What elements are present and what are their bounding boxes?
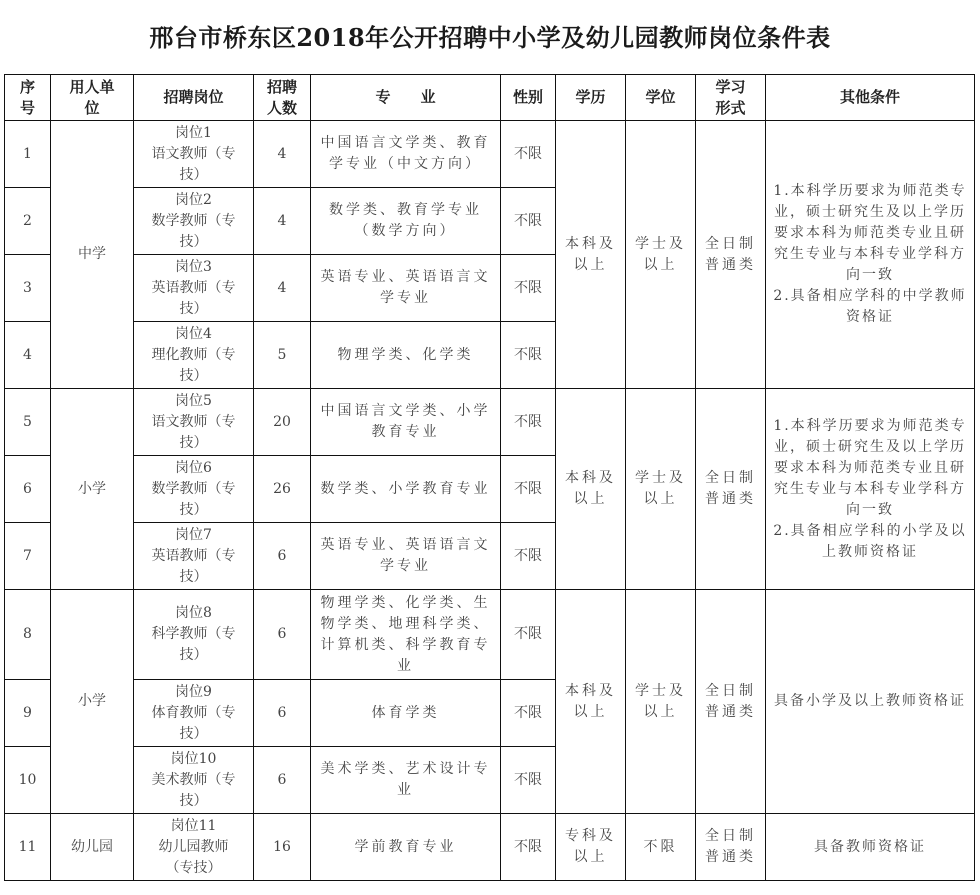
gender-cell: 不限 bbox=[501, 456, 556, 523]
count-cell: 4 bbox=[254, 255, 311, 322]
other-conditions-cell: 具备小学及以上教师资格证 bbox=[766, 590, 975, 814]
other-conditions-cell: 具备教师资格证 bbox=[766, 814, 975, 881]
degree-cell: 学士及 以上 bbox=[626, 389, 696, 590]
other-conditions-cell: 1.本科学历要求为师范类专 业，硕士研究生及以上学历 要求本科为师范类专业且研 究生专业与本科专业学科方 向一致 2.具备相应学科的中学教师 资格证 bbox=[766, 121, 975, 389]
position-cell: 岗位11 幼儿园教师 （专技） bbox=[134, 814, 254, 881]
count-cell: 4 bbox=[254, 121, 311, 188]
count-cell: 6 bbox=[254, 590, 311, 680]
study-form-cell: 全日制 普通类 bbox=[696, 814, 766, 881]
count-cell: 16 bbox=[254, 814, 311, 881]
count-cell: 6 bbox=[254, 523, 311, 590]
major-cell: 中国语言文学类、小学教育专业 bbox=[311, 389, 501, 456]
gender-cell: 不限 bbox=[501, 389, 556, 456]
seq-cell: 8 bbox=[5, 590, 51, 680]
degree-cell: 学士及 以上 bbox=[626, 121, 696, 389]
recruitment-table bbox=[4, 74, 975, 881]
seq-cell: 2 bbox=[5, 188, 51, 255]
header-position: 招聘岗位 bbox=[134, 75, 254, 121]
other-conditions-cell: 1.本科学历要求为师范类专 业，硕士研究生及以上学历 要求本科为师范类专业且研 究生专业与本科专业学科方 向一致 2.具备相应学科的小学及以 上教师资格证 bbox=[766, 389, 975, 590]
position-cell: 岗位10 美术教师（专 技） bbox=[134, 747, 254, 814]
position-cell: 岗位4 理化教师（专 技） bbox=[134, 322, 254, 389]
seq-cell: 6 bbox=[5, 456, 51, 523]
seq-cell: 11 bbox=[5, 814, 51, 881]
header-row bbox=[5, 75, 975, 121]
education-cell: 本科及 以上 bbox=[556, 590, 626, 814]
header-degree: 学位 bbox=[626, 75, 696, 121]
position-cell: 岗位9 体育教师（专 技） bbox=[134, 680, 254, 747]
table-row bbox=[5, 121, 975, 188]
seq-cell: 7 bbox=[5, 523, 51, 590]
count-cell: 5 bbox=[254, 322, 311, 389]
gender-cell: 不限 bbox=[501, 255, 556, 322]
major-cell: 体育学类 bbox=[311, 680, 501, 747]
seq-cell: 5 bbox=[5, 389, 51, 456]
table-row bbox=[5, 814, 975, 881]
major-cell: 美术学类、艺术设计专业 bbox=[311, 747, 501, 814]
gender-cell: 不限 bbox=[501, 121, 556, 188]
gender-cell: 不限 bbox=[501, 523, 556, 590]
major-cell: 物理学类、化学类 bbox=[311, 322, 501, 389]
gender-cell: 不限 bbox=[501, 188, 556, 255]
study-form-cell: 全日制 普通类 bbox=[696, 590, 766, 814]
gender-cell: 不限 bbox=[501, 814, 556, 881]
seq-cell: 3 bbox=[5, 255, 51, 322]
major-cell: 数学类、教育学专业（数学方向） bbox=[311, 188, 501, 255]
seq-cell: 10 bbox=[5, 747, 51, 814]
major-cell: 学前教育专业 bbox=[311, 814, 501, 881]
count-cell: 4 bbox=[254, 188, 311, 255]
unit-cell: 小学 bbox=[51, 389, 134, 590]
major-cell: 数学类、小学教育专业 bbox=[311, 456, 501, 523]
major-cell: 中国语言文学类、教育学专业（中文方向） bbox=[311, 121, 501, 188]
header-seq: 序 号 bbox=[5, 75, 51, 121]
header-major: 专 业 bbox=[311, 75, 501, 121]
table-row bbox=[5, 389, 975, 456]
header-other: 其他条件 bbox=[766, 75, 975, 121]
header-gender: 性别 bbox=[501, 75, 556, 121]
unit-cell: 小学 bbox=[51, 590, 134, 814]
major-cell: 英语专业、英语语言文学专业 bbox=[311, 255, 501, 322]
header-education: 学历 bbox=[556, 75, 626, 121]
education-cell: 本科及 以上 bbox=[556, 389, 626, 590]
major-cell: 物理学类、化学类、生物学类、地理科学类、计算机类、科学教育专业 bbox=[311, 590, 501, 680]
count-cell: 6 bbox=[254, 680, 311, 747]
position-cell: 岗位5 语文教师（专 技） bbox=[134, 389, 254, 456]
position-cell: 岗位8 科学教师（专 技） bbox=[134, 590, 254, 680]
count-cell: 26 bbox=[254, 456, 311, 523]
position-cell: 岗位6 数学教师（专 技） bbox=[134, 456, 254, 523]
gender-cell: 不限 bbox=[501, 322, 556, 389]
degree-cell: 学士及 以上 bbox=[626, 590, 696, 814]
header-study-form: 学习 形式 bbox=[696, 75, 766, 121]
header-unit: 用人单 位 bbox=[51, 75, 134, 121]
position-cell: 岗位2 数学教师（专 技） bbox=[134, 188, 254, 255]
header-count: 招聘 人数 bbox=[254, 75, 311, 121]
count-cell: 20 bbox=[254, 389, 311, 456]
study-form-cell: 全日制 普通类 bbox=[696, 389, 766, 590]
gender-cell: 不限 bbox=[501, 590, 556, 680]
seq-cell: 4 bbox=[5, 322, 51, 389]
degree-cell: 不限 bbox=[626, 814, 696, 881]
position-cell: 岗位7 英语教师（专 技） bbox=[134, 523, 254, 590]
education-cell: 本科及 以上 bbox=[556, 121, 626, 389]
major-cell: 英语专业、英语语言文学专业 bbox=[311, 523, 501, 590]
seq-cell: 1 bbox=[5, 121, 51, 188]
page-title: 邢台市桥东区2018年公开招聘中小学及幼儿园教师岗位条件表 bbox=[149, 23, 831, 52]
education-cell: 专科及 以上 bbox=[556, 814, 626, 881]
position-cell: 岗位3 英语教师（专 技） bbox=[134, 255, 254, 322]
seq-cell: 9 bbox=[5, 680, 51, 747]
unit-cell: 中学 bbox=[51, 121, 134, 389]
unit-cell: 幼儿园 bbox=[51, 814, 134, 881]
position-cell: 岗位1 语文教师（专 技） bbox=[134, 121, 254, 188]
gender-cell: 不限 bbox=[501, 747, 556, 814]
table-row bbox=[5, 590, 975, 680]
gender-cell: 不限 bbox=[501, 680, 556, 747]
study-form-cell: 全日制 普通类 bbox=[696, 121, 766, 389]
count-cell: 6 bbox=[254, 747, 311, 814]
